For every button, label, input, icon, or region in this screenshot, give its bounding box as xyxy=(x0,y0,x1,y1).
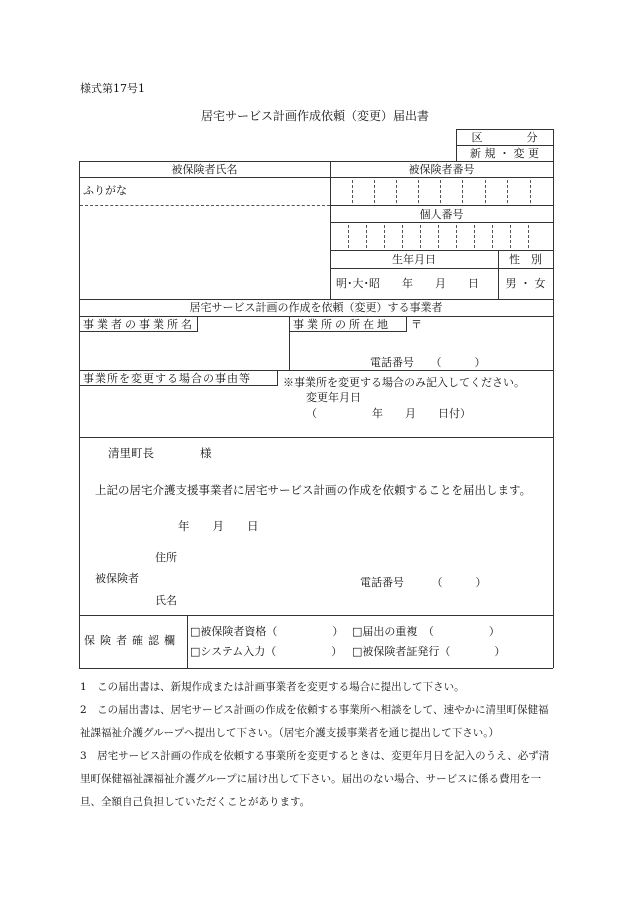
submit-date[interactable]: 年 月 日 xyxy=(178,519,259,533)
insured-name-header: 被保険者氏名 xyxy=(171,163,238,176)
office-address-field[interactable] xyxy=(422,318,550,348)
change-reason-field[interactable] xyxy=(82,389,272,434)
change-note: ※事業所を変更する場合のみ記入してください。 xyxy=(283,376,525,389)
provider-section-header: 居宅サービス計画の作成を依頼（変更）する事業者 xyxy=(189,301,443,314)
addressee: 清里町長 様 xyxy=(108,446,212,460)
category-header: 区 分 xyxy=(471,131,538,144)
office-name-field[interactable] xyxy=(82,334,286,368)
address-label: 住所 xyxy=(155,551,177,564)
check-system-input[interactable]: □システム入力（ ） xyxy=(190,645,343,658)
name-label: 氏名 xyxy=(155,594,177,607)
note-2: 2 この届出書は、居宅サービス計画の作成を依頼する事業所へ相談をして、速やかに清里町保健福祉課福祉介護グループへ提出して下さい。（居宅介護支援事業者を通じ提出して下さい。） xyxy=(80,704,549,739)
birthdate-field[interactable]: 明･大･昭 年 月 日 xyxy=(336,277,479,290)
sex-header: 性 別 xyxy=(509,253,542,266)
office-address-label: 事業所の所在地 xyxy=(293,318,391,331)
insured-number-field[interactable] xyxy=(331,178,552,204)
form-number: 様式第17号1 xyxy=(80,82,145,95)
insured-label: 被保険者 xyxy=(95,572,139,585)
change-date-label: 変更年月日 xyxy=(306,391,361,404)
applicant-address-field[interactable] xyxy=(182,548,542,566)
insured-number-header: 被保険者番号 xyxy=(408,163,475,176)
check-duplicate-filing[interactable]: □届出の重複 （ ） xyxy=(352,625,500,638)
note-3: 3 居宅サービス計画の作成を依頼する事業所を変更するときは、変更年月日を記入のうえ、必ず清里町保健福祉課福祉介護グループに届け出して下さい。届出のない場合、サービスに係る費用を一旦、全額自己負担していただくことがあります。 xyxy=(80,750,550,808)
declaration-text: 上記の居宅介護支援事業者に居宅サービス計画の作成を依頼することを届出します。 xyxy=(95,483,532,497)
office-name-label: 事業者の事業所名 xyxy=(83,318,195,331)
furigana-label: ふりがな xyxy=(83,184,127,197)
my-number-header: 個人番号 xyxy=(419,208,464,221)
furigana-field[interactable] xyxy=(140,180,326,202)
check-card-issued[interactable]: □被保険者証発行（ ） xyxy=(352,645,506,658)
insurer-check-label: 保険者確認欄 xyxy=(84,634,180,647)
my-number-field[interactable] xyxy=(331,223,552,249)
change-reason-label: 事業所を変更する場合の事由等 xyxy=(83,372,251,385)
office-phone[interactable]: 電話番号 （ ） xyxy=(370,356,486,369)
applicant-name-field[interactable] xyxy=(182,591,342,609)
postal-mark: 〒 xyxy=(411,318,422,331)
note-1: 1 この届出書は、新規作成または計画事業者を変更する場合に提出して下さい。 xyxy=(80,681,465,693)
page-title: 居宅サービス計画作成依頼（変更）届出書 xyxy=(200,109,429,123)
birthdate-header: 生年月日 xyxy=(392,253,436,266)
change-date-field[interactable]: （ 年 月 日付） xyxy=(306,407,471,420)
category-options: 新 規 ・ 変 更 xyxy=(470,147,539,160)
name-field[interactable] xyxy=(84,210,326,295)
applicant-phone[interactable]: 電話番号 （ ） xyxy=(360,576,487,589)
check-insured-qualification[interactable]: □被保険者資格（ ） xyxy=(190,625,344,638)
sex-selector[interactable]: 男 ・ 女 xyxy=(505,277,546,290)
